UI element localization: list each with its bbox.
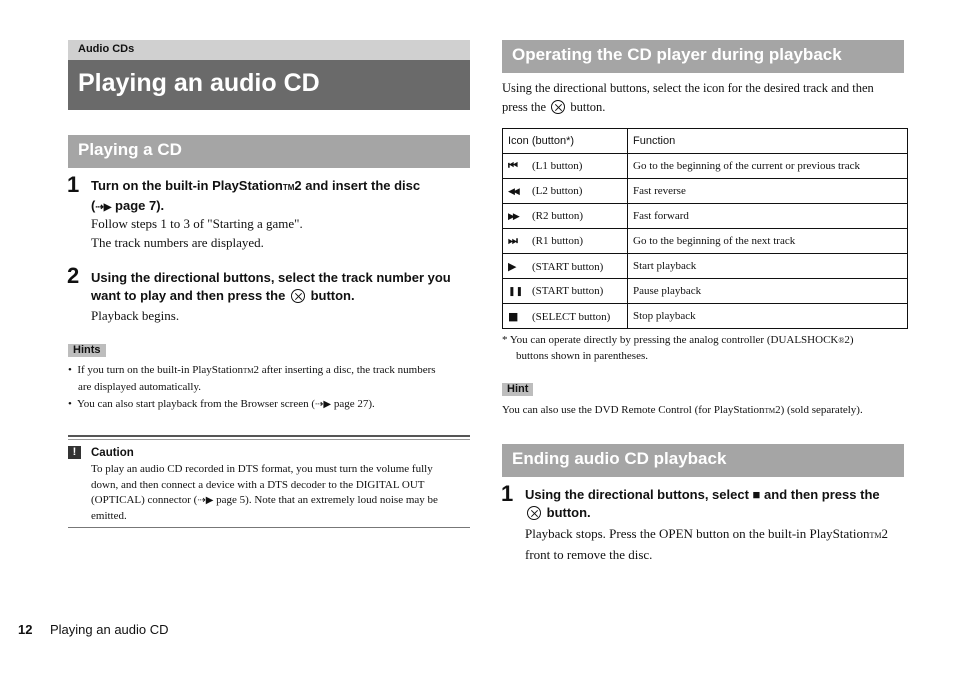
column-header: Function: [628, 129, 908, 154]
detail-text: 2: [881, 526, 888, 541]
step-number: 1: [67, 172, 80, 197]
caution-line: emitted.: [91, 509, 127, 522]
play-icon: ▶: [508, 259, 517, 273]
intro-line: Using the directional buttons, select the icon for the desired track and then: [502, 81, 874, 95]
caution-text-part: (OPTICAL) connector (: [91, 494, 198, 506]
button-name: (R2 button): [532, 210, 584, 222]
footnote-text: 2): [844, 334, 854, 346]
button-name: (SELECT button): [532, 310, 611, 323]
fast-forward-icon: ▶▶: [508, 212, 518, 222]
footnote-text: * You can operate directly by pressing the analog controller (DUALSHOCK: [502, 334, 839, 346]
step-1-instruction: [91, 177, 471, 217]
title-bar: [68, 60, 470, 110]
caution-top-rule: [68, 435, 470, 437]
caution-line: To play an audio CD recorded in DTS format, you must turn the volume fully: [91, 463, 433, 475]
hint-text-part: You can also use the DVD Remote Control (for PlayStation: [502, 404, 765, 416]
table-row: [503, 279, 908, 304]
step-text: (: [91, 198, 96, 213]
detail-line: [525, 524, 909, 545]
step-text: Using the directional buttons, select: [525, 487, 749, 502]
step-text: want to play and then press the: [91, 288, 286, 303]
hint-text: You can also start playback from the Browser screen (: [76, 398, 316, 410]
table-row: [503, 154, 908, 179]
table-cell: Go to the beginning of the next track: [628, 229, 908, 254]
table-cell: [503, 304, 628, 329]
intro-text: press the: [502, 100, 547, 114]
table-cell: [503, 254, 628, 279]
detail-text: Playback stops. Press the OPEN button on the built-in PlayStation: [525, 526, 870, 541]
table-cell: Fast reverse: [628, 179, 908, 204]
page-reference[interactable]: page 7).: [115, 198, 165, 213]
intro-line: [502, 98, 906, 117]
hint-label: Hint: [502, 383, 533, 396]
hint-text-part: 2) (sold separately).: [775, 404, 863, 416]
step-text: button.: [310, 288, 355, 303]
subhead-ending: [502, 444, 904, 477]
next-track-icon: ⏭: [508, 234, 518, 247]
table-row: [503, 179, 908, 204]
operating-intro: [502, 79, 906, 117]
stop-icon: ■: [508, 309, 519, 323]
subhead-operating: [502, 40, 904, 73]
cross-button-icon: [551, 100, 565, 114]
button-name: (L1 button): [532, 160, 583, 172]
ending-step-detail: [525, 524, 909, 564]
step-text: and then press the: [764, 487, 880, 502]
table-cell: Start playback: [628, 254, 908, 279]
registered-mark: ®: [838, 336, 845, 345]
page-title: Playing an audio CD: [78, 69, 320, 97]
cross-button-icon: [291, 289, 305, 303]
cross-button-icon: [527, 506, 541, 520]
hint-text: are displayed automatically.: [78, 380, 201, 393]
footnote-line: [502, 333, 906, 349]
table-row: [503, 204, 908, 229]
button-name: (START button): [532, 260, 604, 273]
tm-mark: TM: [764, 407, 776, 415]
warning-icon: !: [68, 446, 81, 459]
stop-icon: ■: [752, 487, 761, 502]
detail-line: front to remove the disc.: [525, 547, 653, 562]
step-text: Using the directional buttons, select the track number you: [91, 270, 451, 285]
hint-text: [502, 403, 906, 420]
footer-title: Playing an audio CD: [50, 622, 169, 637]
page-ref-arrow-icon: ⇢▶: [315, 399, 332, 410]
subhead-playing-a-cd: [68, 135, 470, 168]
caution-line: [91, 493, 473, 509]
table-cell: Fast forward: [628, 204, 908, 229]
section-tab: [68, 40, 470, 60]
subhead-label: Playing a CD: [78, 140, 182, 159]
footnote: [502, 333, 906, 364]
table-cell: Stop playback: [628, 304, 908, 329]
caution-line: down, and then connect a device with a DTS decoder to the DIGITAL OUT: [91, 478, 425, 491]
page-reference[interactable]: page 5). Note that an extremely loud noise may be: [216, 494, 438, 506]
previous-track-icon: ⏮: [508, 159, 518, 172]
button-name: (L2 button): [532, 185, 583, 197]
step-1-detail: Follow steps 1 to 3 of "Starting a game".: [91, 216, 303, 231]
subhead-label: Ending audio CD playback: [512, 449, 727, 468]
tm-mark: TM: [869, 531, 882, 540]
page-reference[interactable]: page 27).: [333, 398, 375, 410]
hint-text: 2 after inserting a disc, the track numbers: [253, 364, 436, 376]
page-ref-arrow-icon: ⇢▶: [95, 202, 112, 213]
tm-mark: TM: [242, 367, 254, 375]
pause-icon: ❚❚: [508, 287, 524, 297]
hint-text: If you turn on the built-in PlayStation: [77, 364, 243, 376]
table-row: [503, 304, 908, 329]
step-number: 2: [67, 263, 80, 288]
table-row: [503, 229, 908, 254]
step-2-detail: Playback begins.: [91, 308, 180, 323]
fast-reverse-icon: ◀◀: [508, 187, 518, 197]
step-text: 2 and insert the disc: [294, 178, 421, 193]
table-cell: Go to the beginning of the current or previous track: [628, 154, 908, 179]
function-table: [502, 128, 908, 329]
ending-step-instruction: [525, 486, 905, 522]
table-header-row: [503, 129, 908, 154]
intro-text: button.: [570, 100, 606, 114]
table-cell: [503, 279, 628, 304]
step-number: 1: [501, 481, 514, 506]
caution-bottom-rule: [68, 527, 470, 528]
step-1-detail: The track numbers are displayed.: [91, 235, 264, 250]
caution-label: Caution: [91, 447, 134, 459]
hints-label: Hints: [68, 344, 106, 357]
table-cell: [503, 154, 628, 179]
table-cell: [503, 179, 628, 204]
footnote-line: buttons shown in parentheses.: [516, 349, 648, 362]
list-item: • You can also start playback from the Browser screen (⇢▶ page 27).: [68, 398, 375, 410]
button-name: (R1 button): [532, 235, 584, 247]
section-label: Audio CDs: [78, 43, 135, 55]
hints-list: [68, 363, 470, 413]
table-cell: [503, 229, 628, 254]
page-number: 12: [18, 622, 33, 637]
tm-mark: TM: [282, 183, 295, 192]
caution-text: [91, 462, 473, 524]
table-cell: Pause playback: [628, 279, 908, 304]
column-header: Icon (button*): [503, 129, 628, 154]
list-item: • If you turn on the built-in PlayStationTM2 after inserting a disc, the track numbers: [68, 364, 436, 376]
step-text: button.: [546, 505, 591, 520]
table-cell: [503, 204, 628, 229]
table-row: [503, 254, 908, 279]
step-2-instruction: [91, 269, 471, 305]
subhead-label: Operating the CD player during playback: [512, 45, 842, 64]
step-text: Turn on the built-in PlayStation: [91, 178, 283, 193]
button-name: (START button): [532, 285, 604, 297]
page-ref-arrow-icon: ⇢▶: [197, 495, 214, 506]
caution-top-rule-thin: [68, 439, 470, 440]
